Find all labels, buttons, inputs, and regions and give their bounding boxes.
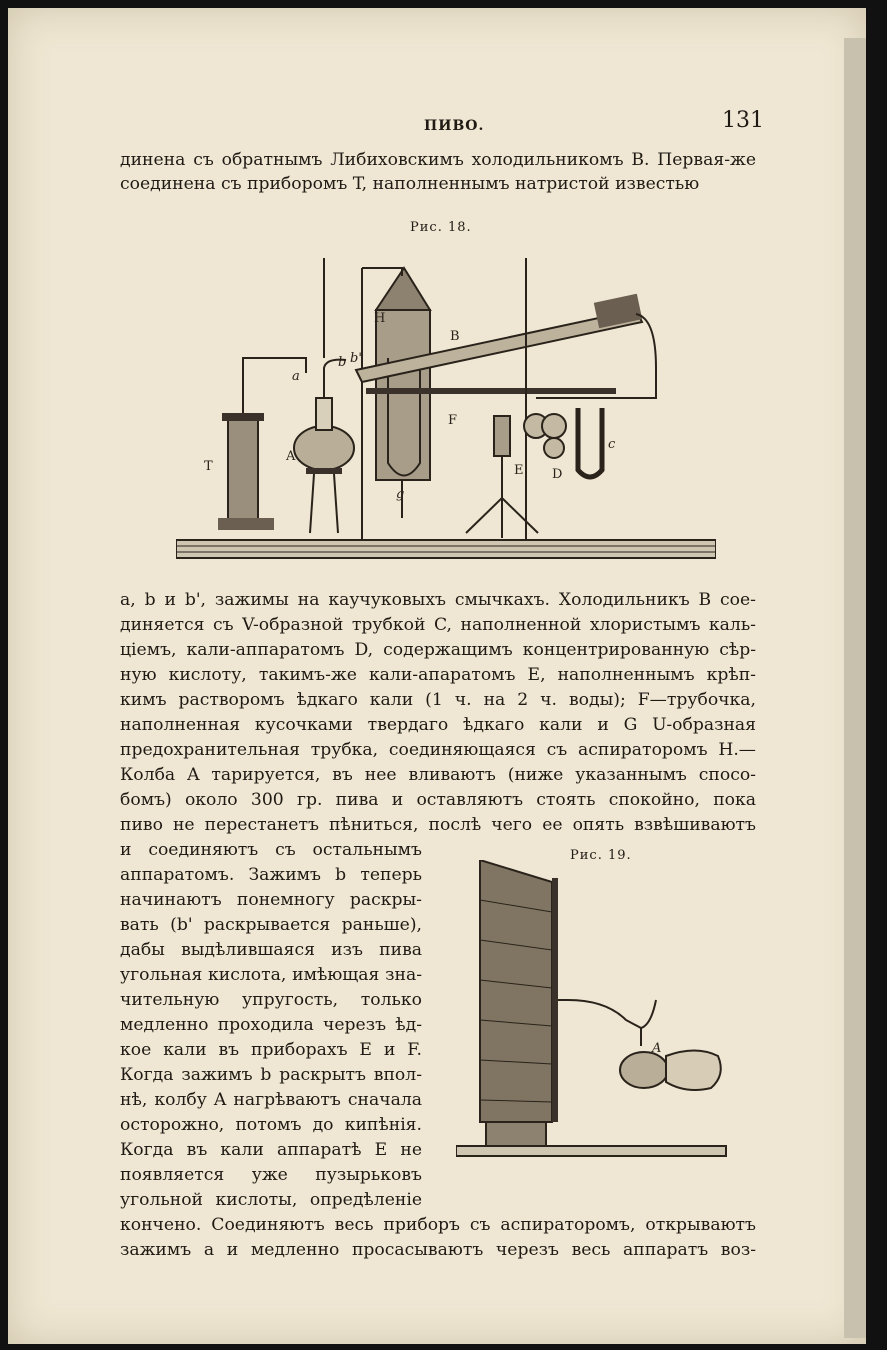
text-line: предохранительная трубка, соединяющаяся съ аспираторомъ H.— [120,740,756,760]
figure-18-apparatus [176,248,716,560]
text-line: медленно проходила черезъ ѣд- [120,1015,422,1035]
label-g: g [396,487,405,502]
text-line: дабы выдѣлившаяся изъ пива [120,940,422,960]
label-t: T [204,459,213,474]
text-line: динена съ обратнымъ Либиховскимъ холодильникомъ В. Первая-же [120,150,756,170]
text-line: пиво не перестанетъ пѣниться, послѣ чего ее опять взвѣшиваютъ [120,815,756,835]
label-d: D [552,467,563,482]
label-b-prime: b' [350,351,362,366]
text-line: кончено. Соединяютъ весь приборъ съ аспираторомъ, открываютъ [120,1215,756,1235]
label-a-fig19: A [652,1041,662,1056]
label-b: b [338,355,347,370]
text-line: угольной кислоты, опредѣленіе [120,1190,422,1210]
text-line: бомъ) около 300 гр. пива и оставляютъ стоять спокойно, пока [120,790,756,810]
text-line: вать (b' раскрывается раньше), [120,915,422,935]
page-header [8,108,866,144]
label-c: c [608,437,616,452]
text-line: угольная кислота, имѣющая зна- [120,965,422,985]
text-line: аппаратомъ. Зажимъ b теперь [120,865,422,885]
text-line: a, b и b', зажимы на каучуковыхъ смычкахъ. Холодильникъ В сое- [120,590,756,610]
text-line: ціемъ, кали-аппаратомъ D, содержащимъ концентрированную сѣр- [120,640,756,660]
running-title: ПИВО. [424,118,485,134]
page-edge [844,38,866,1338]
label-b-condenser: B [450,329,460,344]
aspirator-h [338,268,430,540]
text-line: кое кали въ приборахъ E и F. [120,1040,422,1060]
text-line: Когда зажимъ b раскрытъ впол- [120,1065,422,1085]
label-a-flask: A [286,449,296,464]
text-line: соединена съ приборомъ T, наполненнымъ натристой известью [120,174,700,194]
figure-19-caption: Рис. 19. [570,848,632,863]
text-line: зажимъ a и медленно просасываютъ черезъ весь аппаратъ воз- [120,1240,756,1260]
text-line: начинаютъ понемногу раскры- [120,890,422,910]
text-line: ную кислоту, такимъ-же кали-апаратомъ E, наполненнымъ крѣп- [120,665,756,685]
figure-18-caption: Рис. 18. [410,220,472,235]
label-f: F [448,413,458,428]
text-line: чительную упругость, только [120,990,422,1010]
text-line: Колба A тарируется, въ нее вливаютъ (ниже указаннымъ спосо- [120,765,756,785]
soda-lime-tube-t [204,358,306,530]
text-line: появляется уже пузырьковъ [120,1165,422,1185]
label-e: E [514,463,524,478]
figure-19-apparatus [456,860,756,1162]
text-line: и соединяютъ съ остальнымъ [120,840,422,860]
page-number: 131 [722,108,764,133]
book-page [8,8,866,1344]
text-line: диняется съ V-образной трубкой C, наполненной хлористымъ каль- [120,615,756,635]
label-h: H [374,311,386,326]
text-line: осторожно, потомъ до кипѣнія. [120,1115,422,1135]
text-line: Когда въ кали аппаратѣ E не [120,1140,422,1160]
flask-a [285,258,354,533]
text-line: кимъ растворомъ ѣдкаго кали (1 ч. на 2 ч. воды); F—трубочка, [120,690,756,710]
text-line: нѣ, колбу A нагрѣваютъ сначала [120,1090,422,1110]
label-a-clamp: a [292,369,300,384]
text-line: наполненная кусочками твердаго ѣдкаго кали и G U-образная [120,715,756,735]
